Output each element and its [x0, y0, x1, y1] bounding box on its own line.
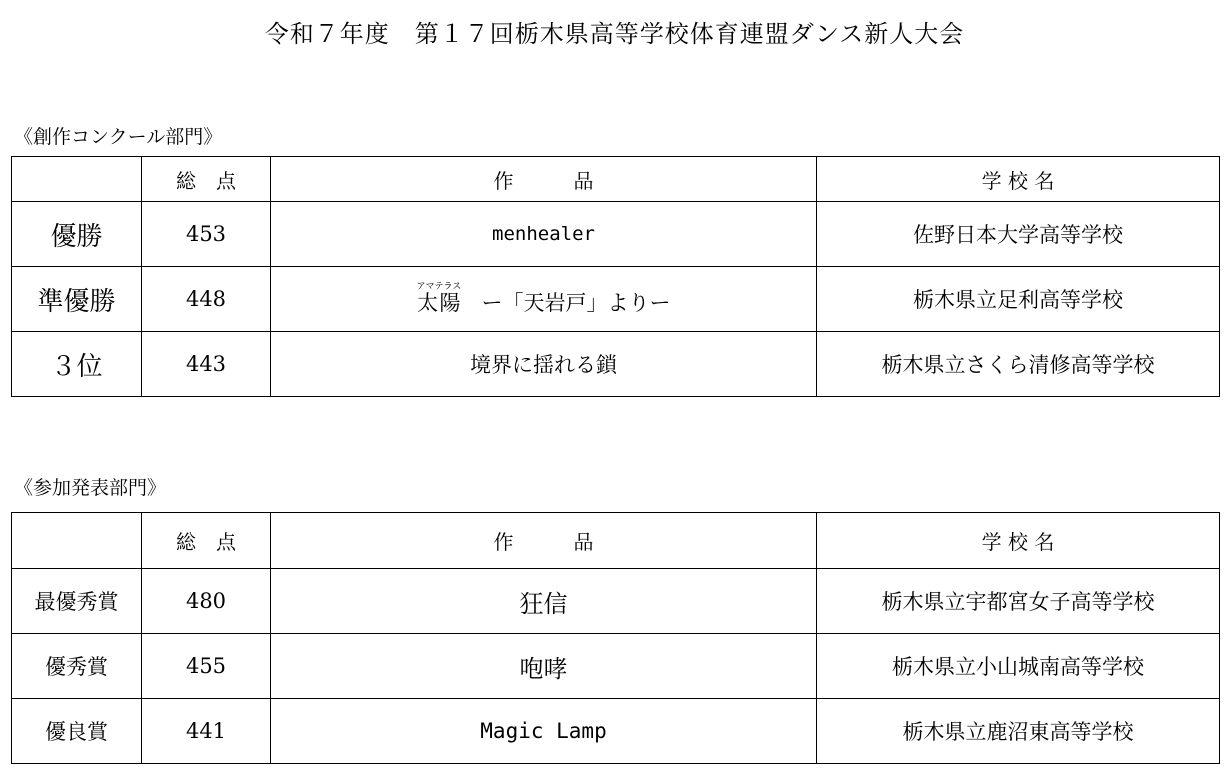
work-cell: Magic Lamp — [271, 699, 817, 764]
page-title: 令和７年度 第１７回栃木県高等学校体育連盟ダンス新人大会 — [264, 20, 965, 48]
header-rank — [12, 513, 142, 569]
school-cell: 栃木県立足利高等学校 — [817, 267, 1220, 332]
table-row — [12, 202, 1220, 267]
header-work: 作 品 — [271, 513, 817, 569]
creative-results-table — [11, 156, 1220, 397]
section-label-participation: 《参加発表部門》 — [14, 477, 167, 499]
score-cell: 443 — [142, 332, 271, 397]
work-cell: 狂信 — [271, 569, 817, 634]
table-header-row — [12, 157, 1220, 202]
work-cell: 境界に揺れる鎖 — [271, 332, 817, 397]
rank-cell: 最優秀賞 — [12, 569, 142, 634]
score-cell: 453 — [142, 202, 271, 267]
rank-cell: 優勝 — [12, 202, 142, 267]
table-row — [12, 267, 1220, 332]
work-ruby-base: 太陽 — [416, 290, 462, 315]
header-school: 学 校 名 — [817, 157, 1220, 202]
work-cell: 咆哮 — [271, 634, 817, 699]
header-score: 総 点 — [142, 513, 271, 569]
work-ruby-reading: アマテラス — [416, 281, 462, 292]
header-score: 総 点 — [142, 157, 271, 202]
score-cell: 448 — [142, 267, 271, 332]
rank-cell: ３位 — [12, 332, 142, 397]
work-cell: menhealer — [271, 202, 817, 267]
table-header-row — [12, 513, 1220, 569]
work-cell — [271, 267, 817, 332]
school-cell: 栃木県立宇都宮女子高等学校 — [817, 569, 1220, 634]
school-cell: 佐野日本大学高等学校 — [817, 202, 1220, 267]
table-row — [12, 634, 1220, 699]
score-cell: 455 — [142, 634, 271, 699]
rank-cell: 準優勝 — [12, 267, 142, 332]
header-rank — [12, 157, 142, 202]
header-work: 作 品 — [271, 157, 817, 202]
table-row — [12, 699, 1220, 764]
score-cell: 480 — [142, 569, 271, 634]
school-cell: 栃木県立さくら清修高等学校 — [817, 332, 1220, 397]
table-row — [12, 332, 1220, 397]
work-ruby-title — [416, 281, 462, 315]
work-subtitle: ー「天岩戸」よりー — [460, 290, 671, 315]
school-cell: 栃木県立小山城南高等学校 — [817, 634, 1220, 699]
school-cell: 栃木県立鹿沼東高等学校 — [817, 699, 1220, 764]
table-row — [12, 569, 1220, 634]
rank-cell: 優良賞 — [12, 699, 142, 764]
header-school: 学 校 名 — [817, 513, 1220, 569]
participation-results-table — [11, 512, 1220, 764]
section-label-creative: 《創作コンクール部門》 — [14, 126, 223, 148]
rank-cell: 優秀賞 — [12, 634, 142, 699]
score-cell: 441 — [142, 699, 271, 764]
